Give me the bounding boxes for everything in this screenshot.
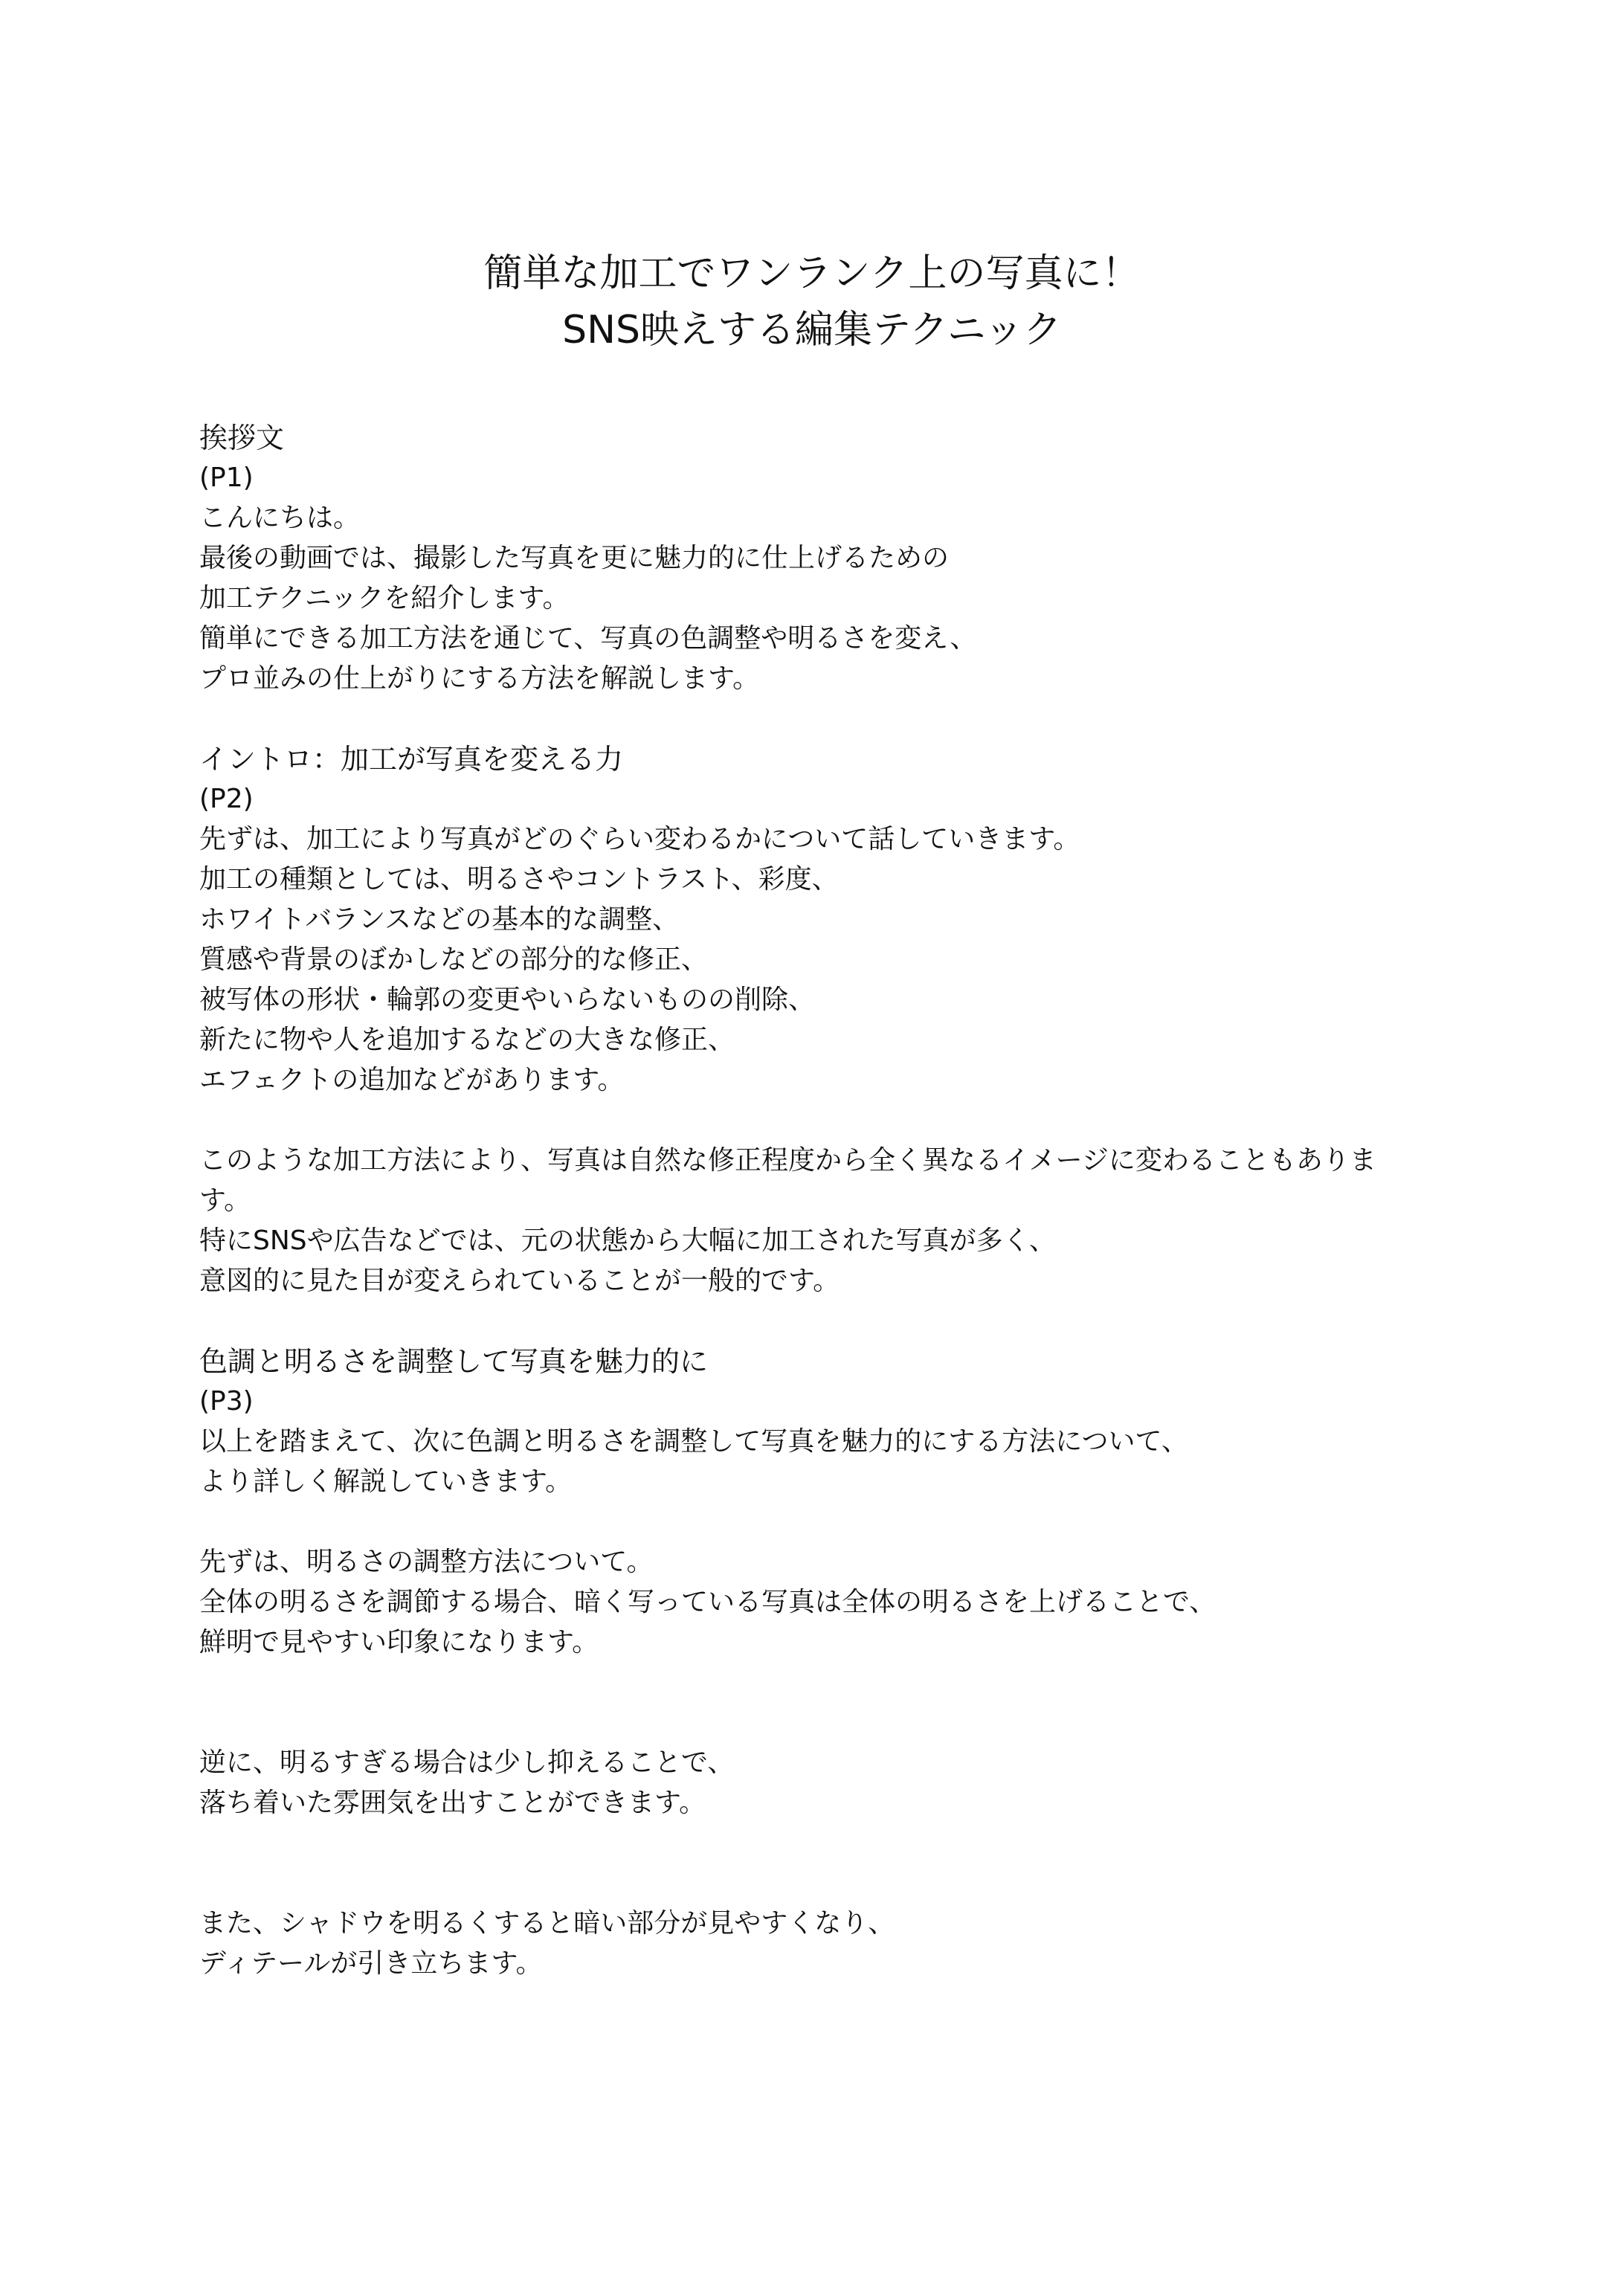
paragraph-line: ディテールが引き立ちます。 xyxy=(199,1948,543,1979)
spacer xyxy=(199,1301,1463,1341)
paragraph-line: 先ずは、加工により写真がどのぐらい変わるかについて話していきます。 xyxy=(199,824,1080,854)
paragraph-line: このような加工方法により、写真は自然な修正程度から全く異なるイメージに変わることもありま xyxy=(199,1145,1376,1176)
title-line-1: 簡単な加工でワンランク上の写真に！ xyxy=(483,251,1141,296)
paragraph-line: 先ずは、明るさの調整方法について。 xyxy=(199,1547,654,1577)
spacer xyxy=(199,1502,1463,1542)
paragraph-line: プロ並みの仕上がりにする方法を解説します。 xyxy=(199,663,760,694)
spacer xyxy=(199,1663,1463,1743)
paragraph-line: 以上を踏まえて、次に色調と明るさを調整して写真を魅力的にする方法について、 xyxy=(199,1426,1188,1457)
paragraph-line: 新たに物や人を追加するなどの大きな修正、 xyxy=(199,1025,735,1055)
paragraph-line: 特にSNSや広告などでは、元の状態から大幅に加工された写真が多く、 xyxy=(199,1225,1056,1256)
paragraph-line: 全体の明るさを調節する場合、暗く写っている写真は全体の明るさを上げることで、 xyxy=(199,1587,1217,1617)
paragraph-line: こんにちは。 xyxy=(199,503,361,533)
document-body xyxy=(199,418,1463,1984)
page-marker-p1: (P1) xyxy=(199,463,254,493)
paragraph-line: ホワイトバランスなどの基本的な調整、 xyxy=(199,904,680,935)
spacer xyxy=(199,1101,1463,1141)
paragraph-line: 被写体の形状・輪郭の変更やいらないものの削除、 xyxy=(199,985,816,1015)
paragraph-line: 逆に、明るすぎる場合は少し抑えることで、 xyxy=(199,1747,735,1778)
section-heading-greeting: 挨拶文 xyxy=(199,422,285,454)
page-marker-p3: (P3) xyxy=(199,1386,254,1417)
spacer xyxy=(199,699,1463,739)
paragraph-line: 加工の種類としては、明るさやコントラスト、彩度、 xyxy=(199,864,839,895)
paragraph-line: 簡単にできる加工方法を通じて、写真の色調整や明るさを変え、 xyxy=(199,623,977,654)
paragraph-line: 最後の動画では、撮影した写真を更に魅力的に仕上げるための xyxy=(199,543,950,573)
paragraph-line: す。 xyxy=(199,1185,251,1216)
section-heading-tone: 色調と明るさを調整して写真を魅力的に xyxy=(199,1345,709,1378)
paragraph-line: また、シャドウを明るくすると暗い部分が見やすくなり、 xyxy=(199,1908,895,1939)
spacer xyxy=(199,1823,1463,1904)
paragraph-line: より詳しく解説していきます。 xyxy=(199,1466,573,1497)
paragraph-line: 意図的に見た目が変えられていることが一般的です。 xyxy=(199,1266,840,1296)
paragraph-line: エフェクトの追加などがあります。 xyxy=(199,1065,625,1095)
paragraph-line: 質感や背景のぼかしなどの部分的な修正、 xyxy=(199,944,709,975)
paragraph-line: 鮮明で見やすい印象になります。 xyxy=(199,1627,599,1657)
paragraph-line: 落ち着いた雰囲気を出すことができます。 xyxy=(199,1788,706,1818)
paragraph-line: 加工テクニックを紹介します。 xyxy=(199,583,570,613)
document-title xyxy=(0,245,1624,358)
title-line-2: SNS映えする編集テクニック xyxy=(562,308,1062,352)
page-marker-p2: (P2) xyxy=(199,784,254,814)
section-heading-intro: イントロ：加工が写真を変える力 xyxy=(199,743,624,776)
